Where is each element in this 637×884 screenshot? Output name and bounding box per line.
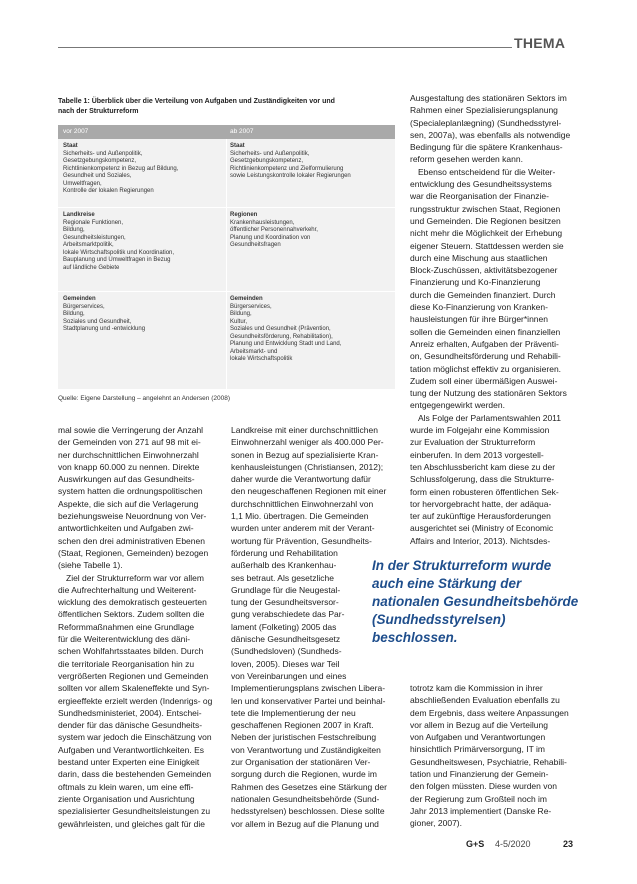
table-block [58, 97, 395, 402]
table-cell-state-before [63, 143, 178, 196]
text-line: Block-Zuschüssen, aktivitätsbezogener [410, 265, 558, 276]
text-line: (siehe Tabelle 1). [58, 560, 123, 571]
text-line: und Gemeinden. Die Regionen besitzen [410, 215, 561, 226]
cell-line: Gesundheitsfragen [230, 242, 281, 248]
text-line: dänische Gesundheitsgesetz [231, 634, 341, 645]
cell-line: Umweltfragen, [63, 180, 102, 187]
text-line: 1,1 Mio. übertragen. Die Gemeinden [231, 511, 369, 522]
cell-line: Planung und Koordination von [230, 234, 311, 241]
cell-heading: Staat [63, 143, 78, 149]
text-line: system hatten die ordnungspolitischen [58, 486, 203, 497]
text-line: nationalen Gesundheitsbehörde (Sund- [231, 793, 380, 804]
column-header-before: vor 2007 [63, 128, 89, 135]
text-line: tung der Nutzung des stationären Sektors [410, 388, 567, 399]
cell-line: Kultur, [230, 318, 248, 325]
text-line: von knapp 60.000 zu nennen. Direkte [58, 461, 200, 472]
text-line: ses betraut. Als gesetzliche [231, 572, 335, 583]
text-line: abschließenden Evaluation ebenfalls zu [410, 695, 560, 706]
cell-line: Gesetzgebungskompetenz, [230, 158, 304, 164]
cell-line: Arbeitsmarkt- und [230, 348, 278, 355]
text-line: vor allem in Bezug auf die Verteilung [410, 719, 548, 730]
journal-brand: G+S [466, 839, 485, 849]
row-divider [58, 291, 395, 292]
text-line: ziente Organisation und Ausrichtung [58, 793, 195, 804]
text-line: (Sundhedsloven) (Sundheds- [231, 646, 342, 657]
cell-line: Gesundheit und Soziales, [63, 173, 132, 179]
page-number: 23 [563, 839, 574, 849]
text-line: nicht mehr die Möglichkeit der Erhebung [410, 228, 563, 239]
text-line: war die Reorganisation der Finanzie- [410, 191, 549, 202]
text-line: Affairs and Interior, 2013). Nichtsdes- [410, 535, 551, 546]
text-line: nationalen Gesundheitsbehörde [372, 594, 579, 609]
section-title: THEMA [514, 35, 566, 51]
text-line: tation möglichst effektiv zu organisieren. [410, 363, 562, 374]
text-line: Jahr 2013 implementiert (Danske Re- [410, 805, 552, 816]
text-line: wurden unter anderem mit der Verant- [231, 523, 375, 534]
header-rule [58, 47, 512, 48]
text-line: für die Weiterentwicklung des däni- [58, 634, 191, 645]
text-line: sollen die Gemeinden einen finanziellen [410, 326, 561, 337]
text-line: mal sowie die Verringerung der Anzahl [58, 425, 204, 435]
table-caption [58, 97, 395, 116]
cell-line: Arbeitsmarktpolitik, [63, 242, 114, 248]
text-line: reform gesehen werden kann. [410, 154, 523, 165]
text-line: gioner, 2007). [410, 818, 462, 829]
cell-line: Bauplanung und Umweltfragen in Bezug [63, 257, 171, 263]
text-line: on, Gesundheitsförderung und Rehabili- [410, 351, 561, 362]
text-line: Einwohnerzahl weniger als 400.000 Per- [231, 437, 384, 448]
cell-line: Sicherheits- und Außenpolitik, [230, 150, 310, 157]
column-divider [226, 139, 227, 389]
text-column-left [58, 424, 218, 830]
table-cell-municipality-after [230, 296, 341, 364]
text-line: bestand unter Experten eine Einigkeit [58, 757, 200, 768]
text-line: entwicklung des Gesundheitssystems [410, 179, 552, 190]
text-line: hedsstyrelsen) beschlossen. Diese sollte [231, 806, 385, 817]
text-line: Rahmen des Gesetzes eine Stärkung der [231, 781, 387, 792]
cell-line: Bildung, [230, 311, 252, 317]
table-cell-region-after [230, 212, 318, 250]
text-line: Neben der juristischen Festschreibung [231, 732, 377, 743]
table-header-row [58, 125, 395, 139]
text-line: zur Evaluation der Strukturreform [410, 437, 536, 448]
cell-heading: Gemeinden [230, 296, 263, 302]
row-divider [58, 207, 395, 208]
text-line: Auswirkungen auf das Gesundheits- [58, 474, 195, 485]
cell-line: lokale Wirtschaftspolitik und Koordination, [63, 249, 175, 256]
cell-line: Gesundheitsförderung, Rehabilitation), [230, 333, 333, 340]
cell-heading: Regionen [230, 212, 258, 218]
text-line: einberufen. In dem 2013 vorgestell- [410, 449, 544, 460]
cell-line: Bürgerservices, [63, 303, 105, 310]
text-line: lament (Folketing) 2005 das [231, 621, 337, 632]
cell-line: Regionale Funktionen, [63, 219, 124, 226]
table-cell-municipality-before [63, 296, 145, 334]
text-line: durch eine Mischung aus staatlichen [410, 252, 548, 263]
text-line: öffentlichen Sektors. Zudem sollten die [58, 609, 205, 620]
text-line: Gesundheitswesen, Psychiatrie, Rehabili- [410, 756, 567, 767]
text-line: schen Wohlfahrtsstaates bilden. Durch [58, 646, 204, 657]
cell-line: Soziales und Gesundheit (Prävention, [230, 326, 331, 332]
text-line: tor hervorgebracht hatte, der adäqua- [410, 498, 552, 509]
cell-line: Bürgerservices, [230, 303, 272, 310]
text-line: tung der Gesundheitsversor- [231, 597, 339, 608]
text-line: entgegengewirkt werden. [410, 400, 505, 411]
text-line: vergrößerten Regionen und Gemeinden [58, 670, 209, 681]
text-line: ergieeffekte erzielt werden (Indenrigs- og [58, 695, 213, 706]
cell-line: Bildung, [63, 227, 85, 233]
text-line: Schlussfolgerung, dass die Strukturre- [410, 474, 555, 485]
text-line: Ausgestaltung des stationären Sektors im [410, 93, 567, 103]
text-line: darin, dass die bestehenden Gemeinden [58, 769, 212, 780]
text-line: außerhalb des Krankenhau- [231, 560, 337, 571]
text-line: gung verabschiedete das Par- [231, 609, 345, 620]
cell-heading: Landkreise [63, 212, 95, 218]
text-line: hausleistungen für ihre Bürger*innen [410, 314, 548, 325]
text-line: antwortlichkeiten und Aufgaben zwi- [58, 523, 194, 534]
text-line: den folgen müssten. Diese wurden von [410, 781, 557, 792]
text-line: Reformmaßnahmen eine Grundlage [58, 621, 195, 632]
column-header-after: ab 2007 [230, 128, 254, 135]
text-line: Als Folge der Parlamentswahlen 2011 [418, 412, 562, 423]
text-line: durchschnittlichen Einwohnerzahl von [231, 498, 374, 509]
text-line: Sundhedsministeriet, 2004). Entschei- [58, 707, 202, 718]
text-line: totrotz kam die Kommission in ihrer [410, 683, 543, 693]
text-line: ter auf zukünftige Herausforderungen [410, 511, 551, 522]
text-line: rungsstruktur zwischen Staat, Regionen [410, 203, 561, 214]
distribution-table [58, 125, 395, 389]
cell-line: lokale Wirtschaftspolitik [230, 356, 293, 362]
text-line: ausgerichtet sei (Ministry of Economic [410, 523, 554, 534]
cell-line: öffentlicher Personennahverkehr, [230, 227, 318, 233]
text-line: zur Organisation der stationären Ver- [231, 757, 371, 768]
cell-line: Krankenhausleistungen, [230, 219, 295, 226]
text-line: loven, 2005). Dieses war Teil [231, 658, 340, 669]
text-line: wortung für Prävention, Gesundheits- [231, 535, 372, 546]
text-line: kenhausleistungen (Christiansen, 2012); [231, 461, 384, 472]
text-line: spezialisierter Gesundheitsleistungen zu [58, 806, 211, 817]
text-line: auch eine Stärkung der [372, 576, 522, 591]
cell-line: Gesetzgebungskompetenz, [63, 158, 137, 164]
text-line: Aspekte, die sich auf die Verlagerung [58, 498, 199, 509]
text-line: dem Ergebnis, dass weitere Anpassungen [410, 707, 569, 718]
text-line: geschaffenen Regionen 2007 in Kraft. [231, 720, 374, 731]
text-line: von Vereinbarungen und eines [231, 670, 347, 681]
text-line: system war jedoch die Einschätzung von [58, 732, 212, 743]
text-line: beschlossen. [372, 630, 458, 645]
text-line: durch die Gemeinden finanziert. Durch [410, 289, 556, 300]
text-line: ner durchschnittlichen Einwohnerzahl [58, 449, 199, 460]
issue-number: 4-5/2020 [495, 839, 531, 849]
text-line: wicklung des demokratisch gesteuerten [58, 597, 207, 608]
text-line: die territoriale Reorganisation hin zu [58, 658, 195, 669]
cell-line: Sicherheits- und Außenpolitik, [63, 150, 143, 157]
text-line: von Aufgaben und Verantwortungen [410, 732, 546, 743]
cell-heading: Gemeinden [63, 296, 96, 302]
text-line: wurde im Folgejahr eine Kommission [410, 425, 550, 436]
cell-line: Soziales und Gesundheit, [63, 318, 132, 325]
text-line: Bedingung für die spätere Krankenhaus- [410, 142, 563, 153]
cell-line: Richtlinienkompetenz und Zielformulierung [230, 165, 344, 172]
text-line: förderung und Rehabilitation [231, 547, 338, 558]
text-line: oftmals zu klein waren, um eine effi- [58, 781, 194, 792]
text-column-right-bottom [410, 682, 575, 830]
text-line: eigener Steuern. Stattdessen werden sie [410, 240, 564, 251]
caption-line: nach der Strukturreform [58, 107, 139, 115]
cell-line: Stadtplanung und -entwicklung [63, 326, 146, 332]
cell-line: Kontrolle der lokalen Regierungen [63, 188, 154, 194]
cell-heading: Staat [230, 143, 245, 149]
text-line: der Regierung zum Großteil noch im [410, 793, 548, 804]
text-line: Ziel der Strukturreform war vor allem [66, 572, 204, 583]
text-line: der Gemeinden von 271 auf 98 mit ei- [58, 437, 201, 448]
text-line: sollten vor allem Skaleneffekte und Syn- [58, 683, 210, 694]
text-line: hinsichtlich Primärversorgung, IT im [410, 744, 545, 755]
text-line: In der Strukturreform wurde [372, 558, 552, 573]
cell-line: Richtlinienkompetenz in Bezug auf Bildung, [63, 165, 179, 172]
text-line: Anreiz erhalten, Aufgaben der Präventi- [410, 338, 559, 349]
text-line: von Verantwortung und Zuständigkeiten [231, 744, 381, 755]
table-cell-county-before [63, 212, 174, 272]
cell-line: auf ländliche Gebiete [63, 264, 120, 271]
text-line: diese Ko-Finanzierung von Kranken- [410, 302, 548, 313]
text-line: dender für das dänische Gesundheits- [58, 720, 203, 731]
cell-line: sowie Leistungskontrolle lokaler Regierungen [230, 173, 351, 179]
text-line: (Sundhedsstyrelsen) [372, 612, 506, 627]
pull-quote [372, 557, 602, 647]
text-column-middle [231, 424, 391, 830]
text-line: tete die Implementierung der neu [231, 707, 356, 718]
text-line: Finanzierung und Ko-Finanzierung [410, 277, 541, 288]
text-line: Aufgaben und Verantwortlichkeiten. Es [58, 744, 205, 755]
table-source: Quelle: Eigene Darstellung – angelehnt an Andersen (2008) [58, 395, 231, 402]
text-line: Ebenso entscheidend für die Weiter- [418, 166, 556, 177]
text-line: sorgung durch die Regionen, wurde im [231, 769, 378, 780]
text-line: vor allem in Bezug auf die Planung und [231, 818, 379, 829]
text-line: ten Abschlussbericht kam diese zu der [410, 461, 556, 472]
text-column-right-top [410, 92, 575, 547]
text-line: form einen robusteren öffentlichen Sek- [410, 486, 559, 497]
text-line: len und konservativer Partei und beinhal- [231, 695, 386, 706]
text-line: (Specialeplanlægning) (Sundhedsstyrel- [410, 117, 562, 128]
table-cell-state-after [230, 143, 351, 181]
text-line: Implementierungsplans zwischen Libera- [231, 683, 386, 694]
text-line: beziehungsweise Neuordnung von Ver- [58, 511, 207, 522]
caption-line: Tabelle 1: Überblick über die Verteilung von Aufgaben und Zuständigkeiten vor und [58, 98, 335, 105]
text-line: den neugeschaffenen Regionen mit einer [231, 486, 387, 497]
text-line: Rahmen einer Spezialisierungsplanung [410, 105, 558, 116]
text-line: sonen in Bezug auf spezialisierte Kran- [231, 449, 379, 460]
cell-line: Gesundheitsleistungen, [63, 234, 126, 241]
text-line: Zudem soll einer übermäßigen Auswei- [410, 375, 558, 386]
text-line: gewährleisten, und gleiches galt für die [58, 818, 205, 829]
text-line: tation und Finanzierung der Gemein- [410, 769, 549, 780]
text-line: daher wurde die Verantwortung dafür [231, 474, 371, 485]
text-line: sen, 2007a), was ebenfalls als notwendige [410, 129, 571, 140]
cell-line: Bildung, [63, 311, 85, 317]
cell-line: Planung und Entwicklung Stadt und Land, [230, 341, 342, 347]
text-line: die Aufrechterhaltung und Weiterent- [58, 584, 197, 595]
text-line: Landkreise mit einer durchschnittlichen [231, 425, 378, 435]
text-line: Grundlage für die Neugestal- [231, 584, 341, 595]
text-line: (Staat, Regionen, Gemeinden) bezogen [58, 547, 209, 558]
text-line: schen den drei administrativen Ebenen [58, 535, 205, 546]
